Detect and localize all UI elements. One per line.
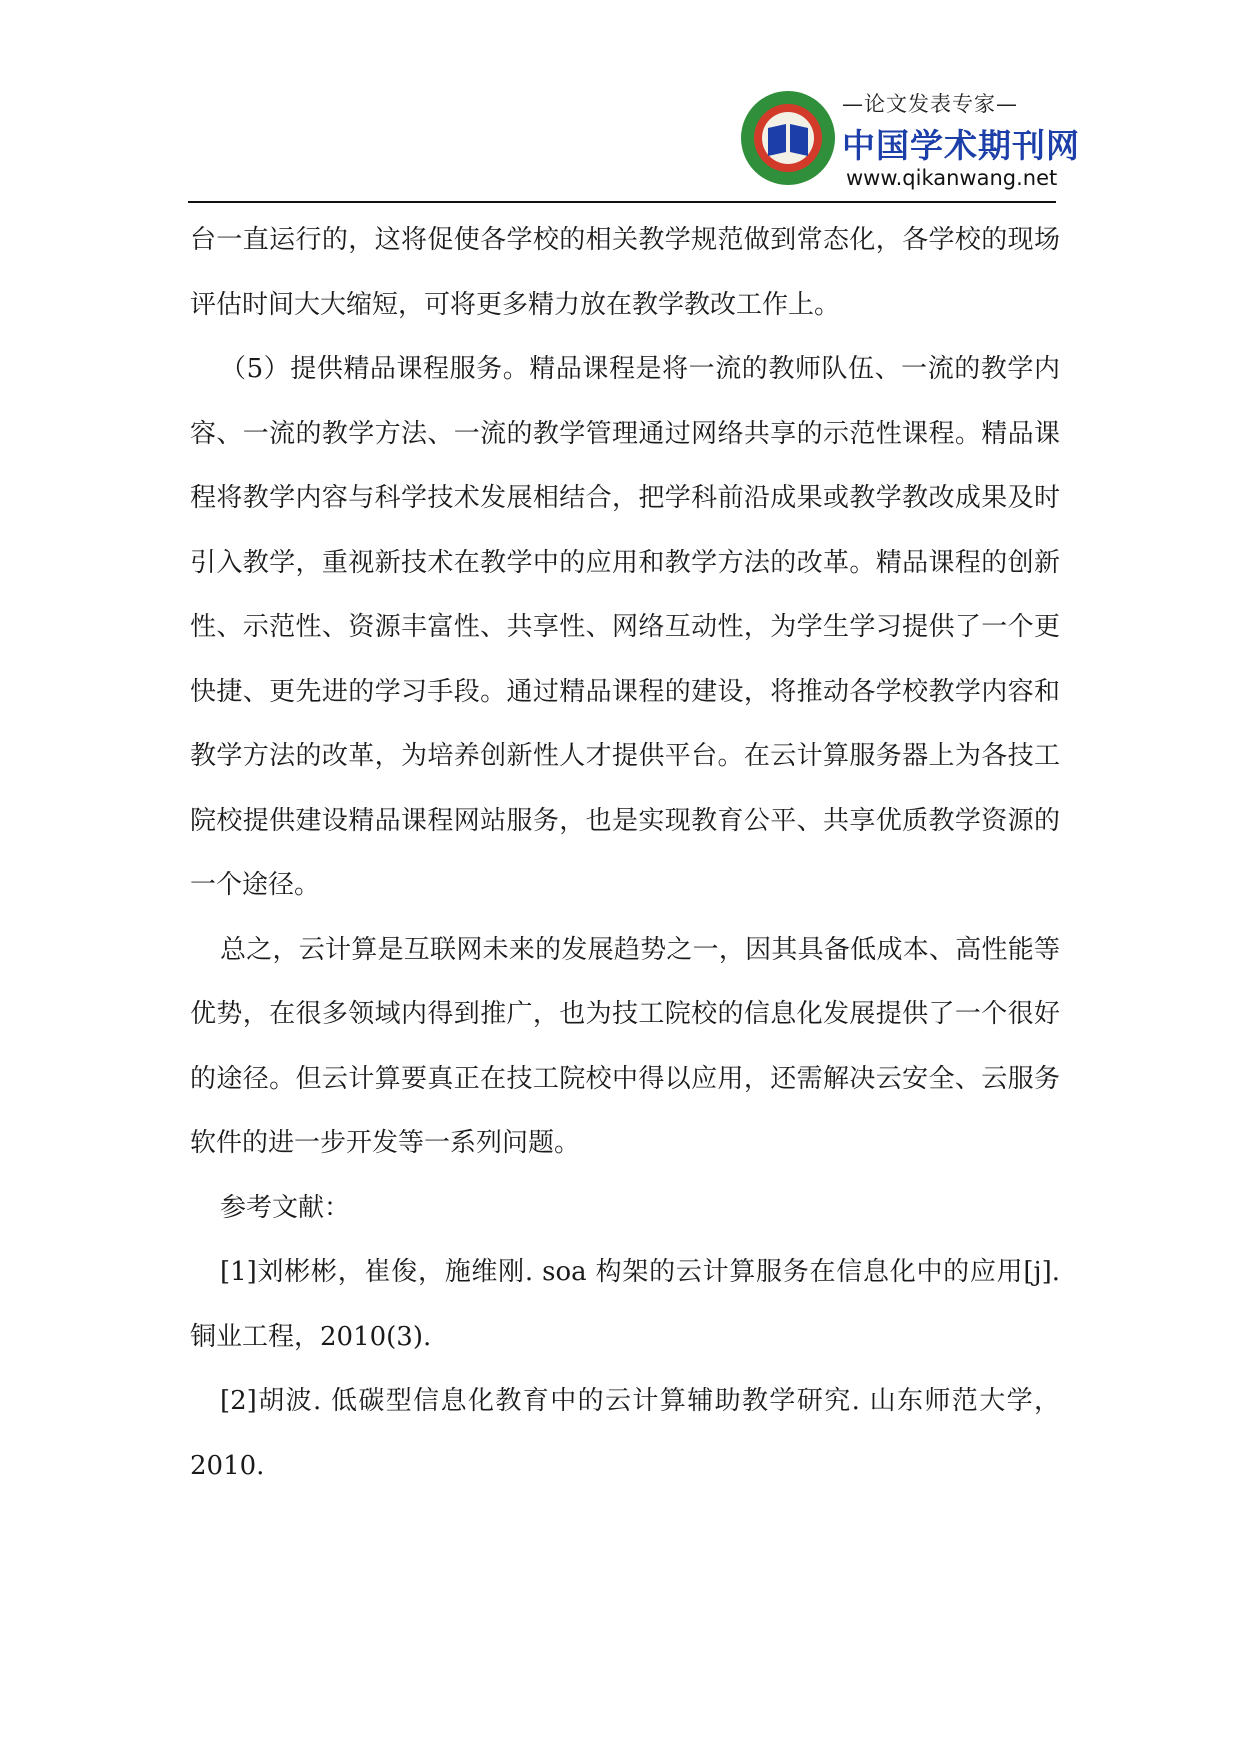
book-seal-icon: [738, 88, 838, 188]
references-title: 参考文献：: [220, 1192, 351, 1223]
logo-url[interactable]: www.qikanwang.net: [846, 166, 1058, 190]
paragraph-continuation: 台一直运行的，这将促使各学校的相关教学规范做到常态化，各学校的现场评估时间大大缩短，可将更多精力放在教学教改工作上。: [190, 225, 1060, 320]
logo-tagline: —论文发表专家—: [842, 92, 1018, 116]
header-divider: [188, 201, 1056, 203]
paragraph-fine-courses: （5）提供精品课程服务。精品课程是将一流的教师队伍、一流的教学内容、一流的教学方法、一流的教学管理通过网络共享的示范性课程。精品课程将教学内容与科学技术发展相结合，把学科前沿成果或教学教改成果及时引入教学，重视新技术在教学中的应用和教学方法的改革。精品课程的创新性、示范性、资源丰富性、共享性、网络互动性，为学生学习提供了一个更快捷、更先进的学习手段。通过精品课程的建设，将推动各学校教学内容和教学方法的改革，为培养创新性人才提供平台。在云计算服务器上为各技工院校提供建设精品课程网站服务，也是实现教育公平、共享优质教学资源的一个途径。: [190, 354, 1060, 900]
site-logo[interactable]: [738, 84, 1080, 196]
page-header: [0, 0, 1241, 205]
reference-item: [2]胡波. 低碳型信息化教育中的云计算辅助教学研究. 山东师范大学，2010.: [190, 1386, 1060, 1481]
paragraph-conclusion: 总之，云计算是互联网未来的发展趋势之一，因其具备低成本、高性能等优势，在很多领域内得到推广，也为技工院校的信息化发展提供了一个很好的途径。但云计算要真正在技工院校中得以应用，还需解决云安全、云服务软件的进一步开发等一系列问题。: [190, 934, 1060, 1158]
document-body: [190, 208, 1060, 1498]
logo-title: 中国学术期刊网: [842, 126, 1080, 165]
reference-item: [1]刘彬彬，崔俊，施维刚. soa 构架的云计算服务在信息化中的应用[j]. 铜业工程，2010(3).: [190, 1257, 1060, 1352]
